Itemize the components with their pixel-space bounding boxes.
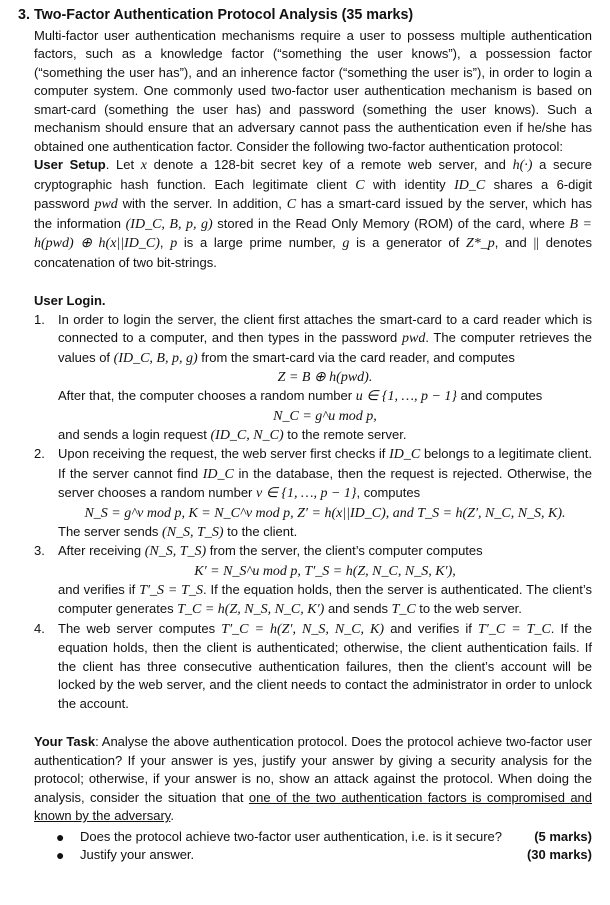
question-number: 3. — [18, 7, 30, 23]
compromised-factor-note: one of the two authentication factors is compromised and known by the adversary — [34, 789, 593, 823]
task-bullets — [34, 828, 592, 865]
user-setup-paragraph: User Setup. Let x denote a 128-bit secret key of a remote web server, and h(·) a secure cryptographic hash function. Each legitimate client C with identity ID_C shares a 6-digit password pwd with the server. In addition, C has a smart-card issued by the server, which has the information (ID_C, B, p, g) stored in the Read Only Memory (ROM) of the card, where B = h(pwd) ⊕ h(x||ID_C), p is a large prime number, g is a generator of Z*_p, and || denotes concatenation of two bit-strings. — [34, 157, 593, 270]
bullet-icon: ● — [56, 847, 65, 863]
your-task-label: Your Task — [34, 734, 96, 749]
task-bullet: ● Does the protocol achieve two-factor user authentication, i.e. is it secure? (5 marks) — [56, 828, 592, 845]
marks-label: (30 marks) — [526, 847, 592, 862]
question-title-text: Two-Factor Authentication Protocol Analysis (35 marks) — [34, 7, 414, 23]
login-steps-list — [34, 311, 592, 714]
user-login-heading: User Login. — [34, 293, 106, 308]
marks-label: (5 marks) — [534, 828, 592, 844]
bullet-icon: ● — [56, 828, 65, 845]
login-step: 1. In order to login the server, the client first attaches the smart-card to a card reader which is connected to a computer, and then types in the password pwd. The computer retrieves the values of (ID_C, B, p, g) from the smart-card via the card reader, and computes Z = B ⊕ h(pwd). After that, the computer chooses a random number u ∈ {1, …, p − 1} and computes N_C = g^u mod p, and sends a login request (ID_C, N_C) to the remote server. — [34, 311, 592, 443]
equation: K′ = N_S^u mod p, T′_S = h(Z, N_C, N_S, K′), — [194, 563, 456, 579]
user-setup-label: User Setup — [34, 157, 106, 172]
equation: N_C = g^u mod p, — [273, 408, 377, 424]
user-login-section — [34, 292, 592, 713]
intro-paragraph: Multi-factor user authentication mechanisms require a user to possess multiple authentication factors, such as a knowledge factor (“something the user knows”), a possession factor (“something the user has”), and an inherence factor (“something the user is”), in order to login a computer system. One commonly used two-factor user authentication mechanism is based on smart-card (something the user has) and password (something the user knows). Such a mechanism should ensure that an adversary cannot pass the authentication even if he/she has obtained one authentication factor. Consider the following two-factor authentication protocol: — [34, 27, 592, 154]
your-task-paragraph: Your Task: Analyse the above authentication protocol. Does the protocol achieve two-factor user authentication? If your answer is yes, justify your answer by giving a security analysis for the protocol; otherwise, if your answer is no, show an attack against the protocol. When doing the analysis, consider the situation that one of the two authentication factors is compromised and known by the adversary. — [34, 734, 593, 823]
equation: N_S = g^v mod p, K = N_C^v mod p, Z′ = h(x||ID_C), and T_S = h(Z′, N_C, N_S, K). — [84, 505, 566, 521]
question-title — [18, 6, 592, 25]
task-bullet-list — [34, 828, 592, 865]
login-step: 4. The web server computes T′_C = h(Z′, N_S, N_C, K) and verifies if T′_C = T_C. If the equation holds, then the client is authenticated; otherwise, the client authentication fails. If the client has three consecutive authentication failures, then the client’s account will be locked by the web server, and the client needs to contact the administrator in order to unlock the account. — [34, 620, 592, 711]
login-step: 3. After receiving (N_S, T_S) from the server, the client’s computer computes K′ = N_S^u mod p, T′_S = h(Z, N_C, N_S, K′), and verifies if T′_S = T_S. If the equation holds, then the server is authenticated. The client’s computer generates T_C = h(Z, N_S, N_C, K′) and sends T_C to the web server. — [34, 543, 593, 617]
equation: Z = B ⊕ h(pwd). — [277, 370, 373, 385]
login-step: 2. Upon receiving the request, the web server first checks if ID_C belongs to a legitimate client. If the server cannot find ID_C in the database, then the request is rejected. Otherwise, the server chooses a random number v ∈ {1, …, p − 1}, computes N_S = g^v mod p, K = N_C^v mod p, Z′ = h(x||ID_C), and T_S = h(Z′, N_C, N_S, K). The server sends (N_S, T_S) to the client. — [34, 446, 592, 540]
task-bullet: ● Justify your answer. (30 marks) — [56, 847, 592, 863]
